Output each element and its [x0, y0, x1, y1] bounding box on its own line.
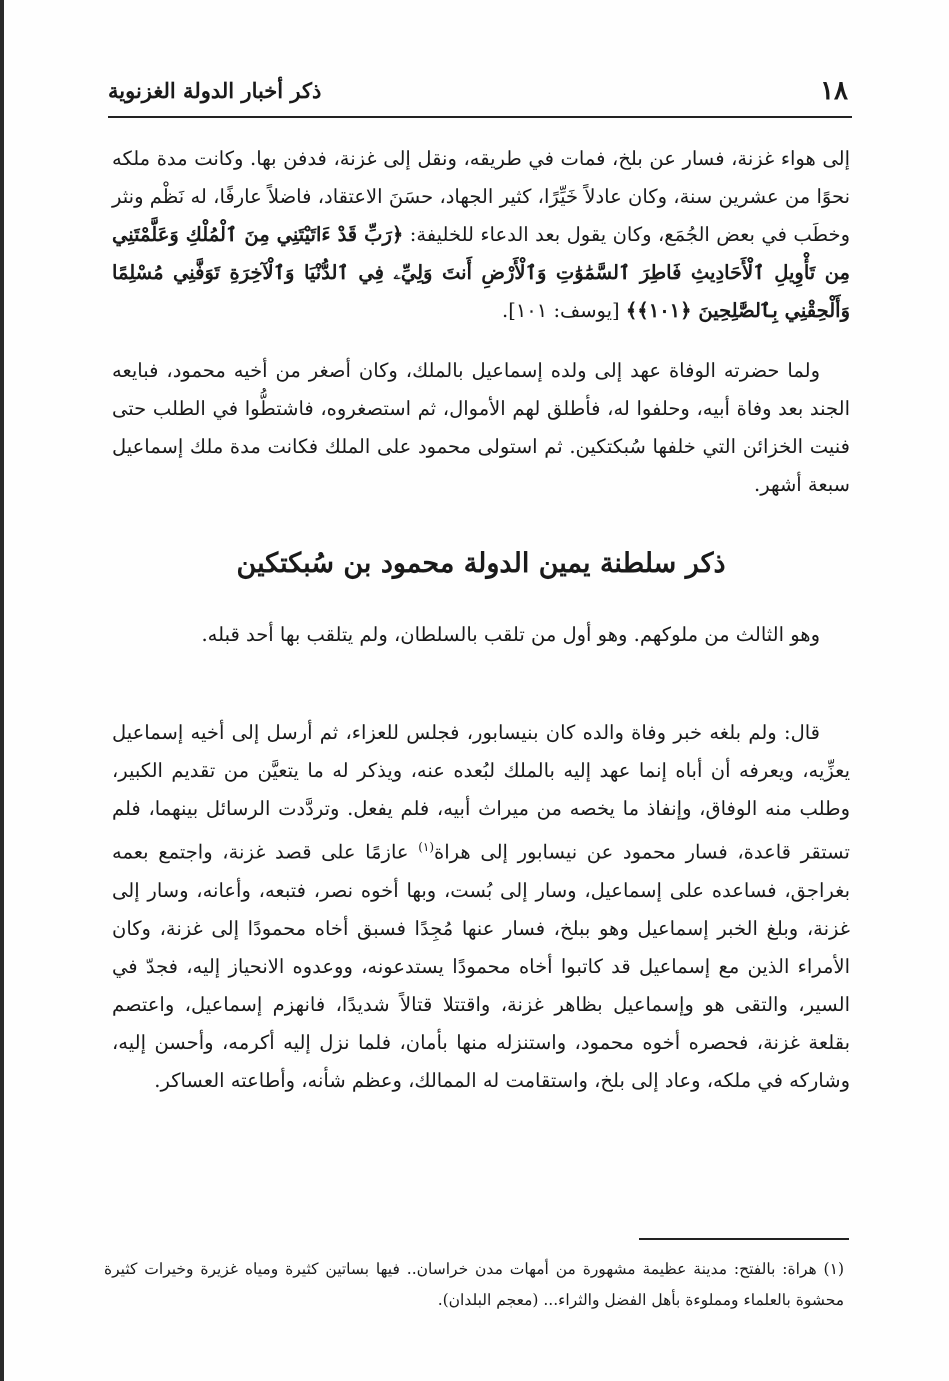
page-number: ١٨: [820, 76, 848, 106]
quran-verse: ﴿رَبِّ قَدْ ءَاتَيْتَنِي مِنَ ٱلْمُلْكِ وَعَلَّمْتَنِي مِن تَأْوِيلِ ٱلْأَحَادِيثِ فَاطِرَ ٱلسَّمَٰوَٰتِ وَٱلْأَرْضِ أَنتَ وَلِيِّۦ فِي ٱلدُّنْيَا وَٱلْآخِرَةِ تَوَفَّنِي مُسْلِمًا وَأَلْحِقْنِي بِٱلصَّٰلِحِينَ ﴿١٠١﴾﴾: [112, 223, 850, 322]
paragraph-1-text: إلى هواء غزنة، فسار عن بلخ، فمات في طريقه، ونقل إلى غزنة، فدفن بها. وكانت مدة ملكه نحوًا من عشرين سنة، وكان عادلاً خَيِّرًا، كثير الجهاد، حسَنَ الاعتقاد، فاضلاً عارفًا، له نَظْم ونثر وخطَب في بعض الجُمَع، وكان يقول بعد الدعاء للخليفة:: [112, 147, 850, 246]
paragraph-4-text-b: عازمًا على قصد غزنة، واجتمع بعمه بغراجق، فساعده على إسماعيل، وسار إلى بُست، وبها أخوه نصر، فتبعه، وأعانه، وسار إلى غزنة، وبلغ الخبر إسماعيل وهو ببلخ، فسار عنها مُجِدًا فسبق أخاه محمودًا إلى غزنة، وكان الأمراء الذين مع إسماعيل قد كاتبوا أخاه محمودًا يستدعونه، ووعدوه الانحياز إليه، فجدّ في السير، والتقى هو وإسماعيل بظاهر غزنة، واقتتلا قتالاً شديدًا، فانهزم إسماعيل، واعتصم بقلعة غزنة، فحصره أخوه محمود، واستنزله منها بأمان، فلما نزل إليه أكرمه، وأحسن إليه، وشاركه في ملكه، وعاد إلى بلخ، واستقامت له الممالك، وعظم شأنه، وأطاعته العساكر.: [112, 840, 850, 1092]
header-rule: [108, 116, 852, 118]
running-title: ذكر أخبار الدولة الغزنوية: [108, 78, 322, 103]
paragraph-2: ولما حضرته الوفاة عهد إلى ولده إسماعيل بالملك، وكان أصغر من أخيه محمود، فبايعه الجند بعد وفاة أبيه، وحلفوا له، فأطلق لهم الأموال، ثم استصغروه، فاشتطُّوا في الطلب حتى فنيت الخزائن التي خلفها سُبكتكين. ثم استولى محمود على الملك فكانت مدة ملك إسماعيل سبعة أشهر.: [112, 359, 850, 496]
paragraph-3: وهو الثالث من ملوكهم. وهو أول من تلقب بالسلطان، ولم يتلقب بها أحد قبله.: [201, 623, 820, 646]
paragraph-1: [112, 140, 850, 330]
verse-reference: [يوسف: ١٠١].: [502, 299, 620, 322]
paragraph-4: [112, 714, 850, 1100]
section-heading: ذكر سلطنة يمين الدولة محمود بن سُبكتكين: [236, 548, 726, 579]
paragraph-4-text-a: قال: ولم بلغه خبر وفاة والده كان بنيسابور، فجلس للعزاء، ثم أرسل إلى أخيه إسماعيل يعزِّيه، ويعرفه أن أباه إنما عهد إليه بالملك لبُعده عنه، ويذكر له ما يتعيَّن من تقديم الكبير، وطلب منه الوفاق، وإنفاذ ما يخصه من ميراث أبيه، فلم يفعل. وتردَّدت الرسائل بينهما، فلم تستقر قاعدة، فسار محمود عن نيسابور إلى هراة: [112, 721, 850, 864]
footnote-marker: (١): [418, 840, 435, 854]
scan-edge: [0, 0, 4, 1381]
footnote: (١) هراة: بالفتح: مدينة عظيمة مشهورة من أمهات مدن خراسان.. فيها بساتين كثيرة ومياه غزيرة وخيرات كثيرة محشوة بالعلماء ومملوءة بأهل الفضل والثراء... (معجم البلدان).: [104, 1260, 844, 1309]
footnote-rule: [639, 1238, 849, 1240]
running-header: [108, 72, 848, 112]
